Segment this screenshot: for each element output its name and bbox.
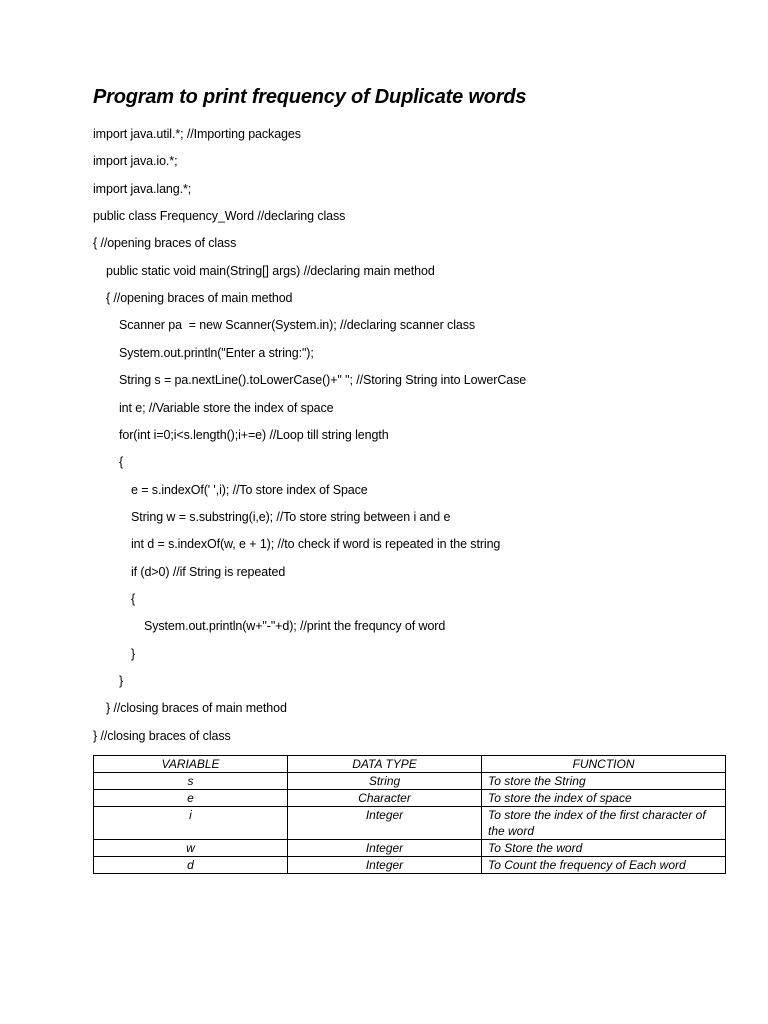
table-cell-variable: w (94, 840, 288, 857)
table-cell-data-type: Integer (288, 857, 482, 874)
table-header-row (94, 756, 726, 773)
table-row (94, 773, 726, 790)
table-cell-function: To store the index of the first character of the word (482, 807, 726, 840)
table-row (94, 807, 726, 840)
table-cell-data-type: String (288, 773, 482, 790)
code-line: public class Frequency_Word //declaring class (93, 209, 346, 223)
table-cell-function: To Store the word (482, 840, 726, 857)
variable-table (93, 755, 726, 874)
table-header-cell: DATA TYPE (288, 756, 482, 773)
code-line: { //opening braces of main method (106, 291, 293, 305)
code-line: } //closing braces of main method (106, 701, 287, 715)
page-title: Program to print frequency of Duplicate words (93, 86, 527, 108)
table-cell-function: To store the String (482, 773, 726, 790)
code-line: } (119, 674, 124, 688)
code-line: e = s.indexOf(' ',i); //To store index of Space (131, 483, 368, 497)
table-row (94, 790, 726, 807)
table-cell-function: To Count the frequency of Each word (482, 857, 726, 874)
code-line: import java.lang.*; (93, 182, 192, 196)
table-cell-function: To store the index of space (482, 790, 726, 807)
code-line: System.out.println(w+"-"+d); //print the frequncy of word (144, 619, 446, 633)
table-cell-variable: e (94, 790, 288, 807)
table-header-cell: VARIABLE (94, 756, 288, 773)
code-line: for(int i=0;i<s.length();i+=e) //Loop till string length (119, 428, 389, 442)
code-line: if (d>0) //if String is repeated (131, 565, 286, 579)
code-line: public static void main(String[] args) //declaring main method (106, 264, 435, 278)
code-line: { (131, 592, 136, 606)
table-cell-variable: d (94, 857, 288, 874)
code-line: import java.util.*; //Importing packages (93, 127, 301, 141)
table-header-cell: FUNCTION (482, 756, 726, 773)
code-line: int d = s.indexOf(w, e + 1); //to check if word is repeated in the string (131, 537, 501, 551)
code-line: System.out.println("Enter a string:"); (119, 346, 314, 360)
table-cell-data-type: Integer (288, 840, 482, 857)
table-cell-variable: s (94, 773, 288, 790)
code-line: int e; //Variable store the index of space (119, 401, 334, 415)
code-line: { (119, 455, 124, 469)
table-row (94, 840, 726, 857)
table-cell-data-type: Integer (288, 807, 482, 840)
table-row (94, 857, 726, 874)
code-line: { //opening braces of class (93, 236, 237, 250)
table-cell-data-type: Character (288, 790, 482, 807)
code-line: import java.io.*; (93, 154, 178, 168)
code-line: String w = s.substring(i,e); //To store string between i and e (131, 510, 451, 524)
code-line: } (131, 647, 136, 661)
table-cell-variable: i (94, 807, 288, 840)
code-line: String s = pa.nextLine().toLowerCase()+" "; //Storing String into LowerCase (119, 373, 527, 387)
code-line: } //closing braces of class (93, 729, 231, 743)
code-line: Scanner pa = new Scanner(System.in); //declaring scanner class (119, 318, 476, 332)
